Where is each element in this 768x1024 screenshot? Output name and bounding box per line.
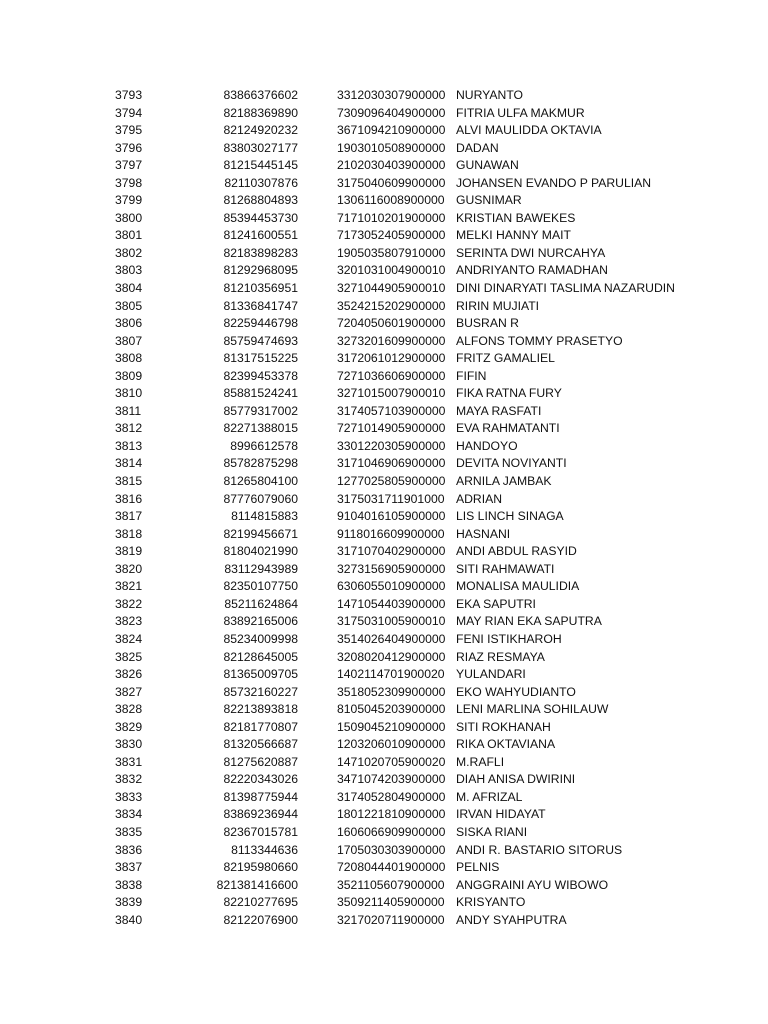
- phone-cell: 82399453378: [223, 368, 298, 383]
- id-number-cell: 3175031005900010: [337, 614, 446, 629]
- row-number-cell: 3811: [115, 403, 142, 418]
- id-number-cell: 1903010508900000: [337, 140, 446, 155]
- table-row: [0, 806, 768, 824]
- table-row: [0, 631, 768, 649]
- phone-cell: 81215445145: [223, 158, 298, 173]
- table-row: [0, 736, 768, 754]
- phone-cell: 85881524241: [223, 386, 298, 401]
- row-number-cell: 3800: [115, 210, 143, 225]
- phone-cell: 87776079060: [223, 491, 298, 506]
- table-row: [0, 912, 768, 930]
- name-cell: ANDI ABDUL RASYID: [456, 544, 577, 559]
- name-cell: NURYANTO: [456, 88, 524, 102]
- row-number-cell: 3824: [115, 631, 143, 646]
- name-cell: PELNIS: [456, 860, 500, 875]
- row-number-cell: 3817: [115, 509, 143, 524]
- id-number-cell: 3301220305900000: [337, 438, 446, 453]
- id-number-cell: 3273201609900000: [337, 333, 446, 348]
- table-row: [0, 438, 768, 456]
- row-number-cell: 3797: [115, 158, 143, 173]
- name-cell: MONALISA MAULIDIA: [456, 579, 580, 594]
- phone-cell: 85732160227: [223, 684, 298, 699]
- row-number-cell: 3812: [115, 421, 143, 436]
- id-number-cell: 1277025805900000: [337, 474, 446, 489]
- phone-cell: 82122076900: [223, 912, 298, 927]
- row-number-cell: 3830: [115, 737, 143, 752]
- table-row: [0, 227, 768, 245]
- phone-cell: 81320566687: [223, 737, 298, 752]
- phone-cell: 83869236944: [223, 807, 298, 822]
- id-number-cell: 3271015007900010: [337, 386, 446, 401]
- phone-cell: 8996612578: [230, 438, 298, 453]
- row-number-cell: 3825: [115, 649, 143, 664]
- row-number-cell: 3810: [115, 386, 143, 401]
- table-row: [0, 824, 768, 842]
- table-row: [0, 245, 768, 263]
- name-cell: RIRIN MUJIATI: [456, 298, 540, 313]
- row-number-cell: 3827: [115, 684, 143, 699]
- id-number-cell: 1801221810900000: [337, 807, 446, 822]
- phone-cell: 82271388015: [223, 421, 298, 436]
- table-row: [0, 420, 768, 438]
- id-number-cell: 3208020412900000: [337, 649, 446, 664]
- table-row: [0, 789, 768, 807]
- id-number-cell: 3671094210900000: [337, 123, 446, 138]
- table-row: [0, 754, 768, 772]
- name-cell: YULANDARI: [456, 667, 526, 682]
- name-cell: KRISYANTO: [456, 895, 526, 910]
- phone-cell: 81292968095: [223, 263, 298, 278]
- phone-cell: 8114815883: [231, 509, 298, 524]
- row-number-cell: 3808: [115, 351, 143, 366]
- row-number-cell: 3798: [115, 175, 143, 190]
- id-number-cell: 7208044401900000: [337, 860, 446, 875]
- id-number-cell: 1705030303900000: [337, 842, 446, 857]
- id-number-cell: 3201031004900010: [337, 263, 446, 278]
- name-cell: DADAN: [456, 140, 499, 155]
- row-number-cell: 3831: [115, 754, 143, 769]
- name-cell: FIFIN: [456, 368, 487, 383]
- table-row: [0, 771, 768, 789]
- phone-cell: 81265804100: [223, 474, 298, 489]
- data-table: [0, 87, 768, 929]
- id-number-cell: 8105045203900000: [337, 702, 446, 717]
- name-cell: M. AFRIZAL: [456, 789, 523, 804]
- table-row: [0, 543, 768, 561]
- table-row: [0, 613, 768, 631]
- row-number-cell: 3816: [115, 491, 143, 506]
- name-cell: ALVI MAULIDDA OKTAVIA: [456, 123, 602, 138]
- id-number-cell: 1203206010900000: [337, 737, 446, 752]
- table-row: [0, 157, 768, 175]
- id-number-cell: 3518052309900000: [337, 684, 446, 699]
- id-number-cell: 3217020711900000: [337, 912, 445, 927]
- phone-cell: 81365009705: [223, 667, 298, 682]
- name-cell: IRVAN HIDAYAT: [456, 807, 546, 822]
- table-row: [0, 701, 768, 719]
- table-row: [0, 298, 768, 316]
- id-number-cell: 3471074203900000: [337, 772, 446, 787]
- id-number-cell: 3174057103900000: [337, 403, 446, 418]
- phone-cell: 821381416600: [216, 877, 298, 892]
- phone-cell: 82220343026: [223, 772, 298, 787]
- id-number-cell: 7204050601900000: [337, 316, 446, 331]
- name-cell: ANDRIYANTO RAMADHAN: [456, 263, 608, 278]
- id-number-cell: 9118016609900000: [337, 526, 445, 541]
- table-row: [0, 87, 768, 105]
- table-row: [0, 280, 768, 298]
- phone-cell: 85234009998: [223, 631, 298, 646]
- phone-cell: 82213893818: [223, 702, 298, 717]
- row-number-cell: 3813: [115, 438, 143, 453]
- table-row: [0, 333, 768, 351]
- name-cell: FITRIA ULFA MAKMUR: [456, 105, 585, 120]
- phone-cell: 82210277695: [223, 895, 298, 910]
- name-cell: ADRIAN: [456, 491, 503, 506]
- name-cell: MELKI HANNY MAIT: [456, 228, 571, 243]
- name-cell: SERINTA DWI NURCAHYA: [456, 245, 606, 260]
- row-number-cell: 3796: [115, 140, 143, 155]
- phone-cell: 82350107750: [223, 579, 298, 594]
- phone-cell: 82259446798: [223, 316, 298, 331]
- id-number-cell: 2102030403900000: [337, 158, 446, 173]
- table-row: [0, 473, 768, 491]
- table-row: [0, 192, 768, 210]
- table-row: [0, 684, 768, 702]
- table-row: [0, 491, 768, 509]
- name-cell: FENI ISTIKHAROH: [456, 631, 562, 646]
- phone-cell: 81398775944: [223, 789, 298, 804]
- id-number-cell: 7171010201900000: [337, 210, 446, 225]
- row-number-cell: 3823: [115, 614, 143, 629]
- table-row: [0, 561, 768, 579]
- name-cell: ANGGRAINI AYU WIBOWO: [456, 877, 609, 892]
- name-cell: EVA RAHMATANTI: [456, 421, 560, 436]
- name-cell: FIKA RATNA FURY: [456, 386, 562, 401]
- phone-cell: 82367015781: [223, 824, 298, 839]
- row-number-cell: 3835: [115, 824, 143, 839]
- table-row: [0, 842, 768, 860]
- id-number-cell: 1905035807910000: [337, 245, 446, 260]
- row-number-cell: 3839: [115, 895, 143, 910]
- name-cell: MAY RIAN EKA SAPUTRA: [456, 614, 602, 629]
- name-cell: KRISTIAN BAWEKES: [456, 210, 576, 225]
- phone-cell: 81275620887: [223, 754, 298, 769]
- name-cell: ALFONS TOMMY PRASETYO: [456, 333, 623, 348]
- row-number-cell: 3805: [115, 298, 143, 313]
- phone-cell: 81804021990: [223, 544, 298, 559]
- id-number-cell: 1606066909900000: [337, 824, 446, 839]
- id-number-cell: 6306055010900000: [337, 579, 446, 594]
- table-row: [0, 385, 768, 403]
- phone-cell: 85759474693: [223, 333, 298, 348]
- name-cell: RIAZ RESMAYA: [456, 649, 545, 664]
- table-row: [0, 210, 768, 228]
- name-cell: GUNAWAN: [456, 158, 519, 173]
- row-number-cell: 3806: [115, 316, 143, 331]
- row-number-cell: 3795: [115, 123, 143, 138]
- id-number-cell: 3273156905900000: [337, 561, 446, 576]
- phone-cell: 83803027177: [223, 140, 298, 155]
- id-number-cell: 3509211405900000: [337, 895, 445, 910]
- row-number-cell: 3836: [115, 842, 143, 857]
- id-number-cell: 1509045210900000: [337, 719, 446, 734]
- row-number-cell: 3828: [115, 702, 143, 717]
- id-number-cell: 7271036606900000: [337, 368, 446, 383]
- table-row: [0, 526, 768, 544]
- id-number-cell: 3172061012900000: [337, 351, 446, 366]
- table-row: [0, 859, 768, 877]
- table-row: [0, 649, 768, 667]
- row-number-cell: 3801: [115, 228, 143, 243]
- name-cell: GUSNIMAR: [456, 193, 522, 208]
- id-number-cell: 3271044905900010: [337, 281, 446, 296]
- row-number-cell: 3809: [115, 368, 143, 383]
- id-number-cell: 1306116008900000: [337, 193, 445, 208]
- table-row: [0, 894, 768, 912]
- phone-cell: 81336841747: [223, 298, 298, 313]
- row-number-cell: 3815: [115, 474, 143, 489]
- name-cell: DIAH ANISA DWIRINI: [456, 772, 576, 787]
- row-number-cell: 3814: [115, 456, 143, 471]
- row-number-cell: 3832: [115, 772, 143, 787]
- phone-cell: 8113344636: [231, 842, 298, 857]
- phone-cell: 83892165006: [223, 614, 298, 629]
- phone-cell: 82181770807: [223, 719, 298, 734]
- name-cell: SITI RAHMAWATI: [456, 561, 555, 576]
- row-number-cell: 3799: [115, 193, 143, 208]
- id-number-cell: 3312030307900000: [337, 88, 446, 102]
- id-number-cell: 3521105607900000: [337, 877, 445, 892]
- table-row: [0, 578, 768, 596]
- phone-cell: 83112943989: [224, 561, 298, 576]
- row-number-cell: 3819: [115, 544, 143, 559]
- id-number-cell: 3175031711901000: [337, 491, 445, 506]
- id-number-cell: 7271014905900000: [337, 421, 446, 436]
- id-number-cell: 3171070402900000: [337, 544, 446, 559]
- id-number-cell: 3524215202900000: [337, 298, 446, 313]
- table-row: [0, 350, 768, 368]
- table-row: [0, 175, 768, 193]
- name-cell: RIKA OKTAVIANA: [456, 737, 556, 752]
- name-cell: HASNANI: [456, 526, 511, 541]
- phone-cell: 85782875298: [223, 456, 298, 471]
- phone-cell: 81241600551: [223, 228, 298, 243]
- id-number-cell: 1471020705900020: [337, 754, 446, 769]
- id-number-cell: 3174052804900000: [337, 789, 446, 804]
- row-number-cell: 3793: [115, 88, 143, 102]
- phone-cell: 82188369890: [223, 105, 298, 120]
- name-cell: EKA SAPUTRI: [456, 596, 536, 611]
- name-cell: SITI ROKHANAH: [456, 719, 551, 734]
- id-number-cell: 3171046906900000: [337, 456, 446, 471]
- row-number-cell: 3838: [115, 877, 143, 892]
- table-row: [0, 877, 768, 895]
- table-row: [0, 403, 768, 421]
- name-cell: DINI DINARYATI TASLIMA NAZARUDIN: [456, 281, 675, 296]
- phone-cell: 81210356951: [223, 281, 298, 296]
- name-cell: MAYA RASFATI: [456, 403, 542, 418]
- row-number-cell: 3829: [115, 719, 143, 734]
- table-row: [0, 122, 768, 140]
- phone-cell: 85211624864: [224, 596, 298, 611]
- row-number-cell: 3821: [115, 579, 143, 594]
- row-number-cell: 3807: [115, 333, 143, 348]
- name-cell: ARNILA JAMBAK: [456, 474, 552, 489]
- name-cell: EKO WAHYUDIANTO: [456, 684, 576, 699]
- id-number-cell: 3175040609900000: [337, 175, 446, 190]
- row-number-cell: 3802: [115, 245, 143, 260]
- row-number-cell: 3833: [115, 789, 143, 804]
- name-cell: LIS LINCH SINAGA: [456, 509, 564, 524]
- phone-cell: 85779317002: [223, 403, 298, 418]
- table-row: [0, 105, 768, 123]
- name-cell: ANDI R. BASTARIO SITORUS: [456, 842, 623, 857]
- row-number-cell: 3840: [115, 912, 143, 927]
- id-number-cell: 7173052405900000: [337, 228, 446, 243]
- name-cell: SISKA RIANI: [456, 824, 528, 839]
- row-number-cell: 3818: [115, 526, 143, 541]
- phone-cell: 82128645005: [223, 649, 298, 664]
- name-cell: DEVITA NOVIYANTI: [456, 456, 567, 471]
- name-cell: M.RAFLI: [456, 754, 505, 769]
- phone-cell: 81317515225: [223, 351, 298, 366]
- table-row: [0, 508, 768, 526]
- phone-cell: 82110307876: [224, 175, 298, 190]
- name-cell: JOHANSEN EVANDO P PARULIAN: [456, 175, 652, 190]
- name-cell: BUSRAN R: [456, 316, 519, 331]
- phone-cell: 82183898283: [223, 245, 298, 260]
- name-cell: ANDY SYAHPUTRA: [456, 912, 567, 927]
- phone-cell: 82195980660: [223, 860, 298, 875]
- name-cell: FRITZ GAMALIEL: [456, 351, 555, 366]
- row-number-cell: 3803: [115, 263, 143, 278]
- table-row: [0, 455, 768, 473]
- row-number-cell: 3837: [115, 860, 143, 875]
- id-number-cell: 1402114701900020: [337, 667, 445, 682]
- name-cell: HANDOYO: [456, 438, 518, 453]
- row-number-cell: 3820: [115, 561, 143, 576]
- table-row: [0, 140, 768, 158]
- row-number-cell: 3804: [115, 281, 143, 296]
- phone-cell: 85394453730: [223, 210, 298, 225]
- table-row: [0, 596, 768, 614]
- id-number-cell: 3514026404900000: [337, 631, 446, 646]
- row-number-cell: 3826: [115, 667, 143, 682]
- id-number-cell: 9104016105900000: [337, 509, 446, 524]
- phone-cell: 82199456671: [223, 526, 298, 541]
- table-row: [0, 368, 768, 386]
- row-number-cell: 3834: [115, 807, 143, 822]
- table-row: [0, 262, 768, 280]
- table-row: [0, 666, 768, 684]
- id-number-cell: 1471054403900000: [337, 596, 446, 611]
- id-number-cell: 7309096404900000: [337, 105, 446, 120]
- table-row: [0, 719, 768, 737]
- table-row: [0, 315, 768, 333]
- phone-cell: 81268804893: [223, 193, 298, 208]
- row-number-cell: 3794: [115, 105, 143, 120]
- phone-cell: 83866376602: [223, 88, 298, 102]
- name-cell: LENI MARLINA SOHILAUW: [456, 702, 609, 717]
- phone-cell: 82124920232: [223, 123, 298, 138]
- row-number-cell: 3822: [115, 596, 143, 611]
